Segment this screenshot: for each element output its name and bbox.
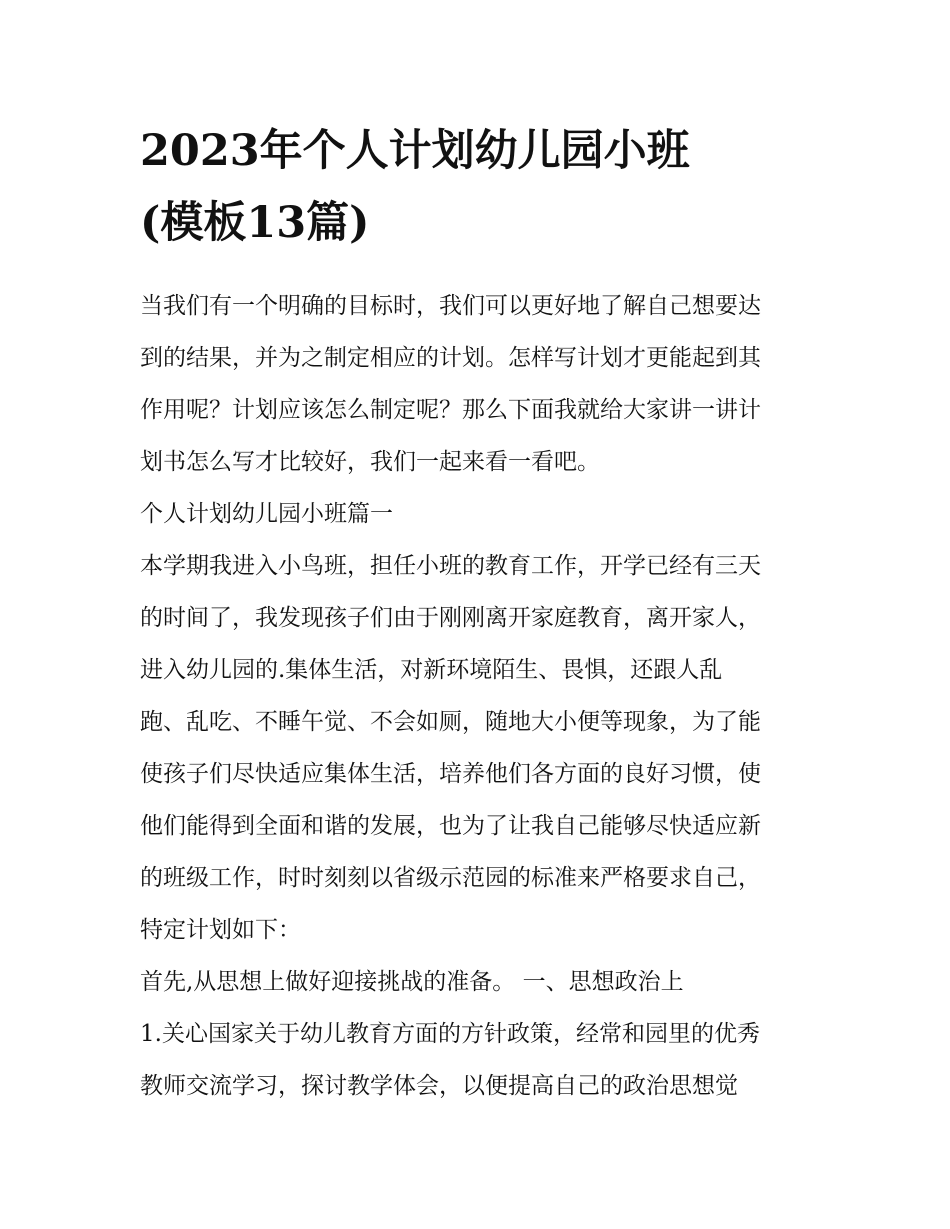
paragraph-line: 的时间了，我发现孩子们由于刚刚离开家庭教育，离开家人， <box>140 605 761 631</box>
paragraph-line: 本学期我进入小鸟班，担任小班的教育工作，开学已经有三天 <box>140 553 761 579</box>
intro-line: 作用呢？计划应该怎么制定呢？那么下面我就给大家讲一讲计 <box>140 397 761 423</box>
paragraph-line: 1.关心国家关于幼儿教育方面的方针政策，经常和园里的优秀 <box>140 1021 760 1047</box>
paragraph-line: 使孩子们尽快适应集体生活，培养他们各方面的良好习惯，使 <box>140 761 761 787</box>
paragraph-line: 教师交流学习，探讨教学体会，以便提高自己的政治思想觉 <box>140 1073 738 1099</box>
paragraph-line: 特定计划如下： <box>140 917 301 943</box>
paragraph-line: 首先,从思想上做好迎接挑战的准备。 一、思想政治上 <box>140 969 684 995</box>
document-body <box>140 280 820 1112</box>
paragraph-line: 的班级工作，时时刻刻以省级示范园的标准来严格要求自己， <box>140 865 761 891</box>
section-heading: 个人计划幼儿园小班篇一 <box>140 501 393 527</box>
title-line: (模板13篇) <box>140 198 370 248</box>
paragraph-line: 进入幼儿园的.集体生活，对新环境陌生、畏惧，还跟人乱 <box>140 657 723 683</box>
paragraph-line: 他们能得到全面和谐的发展，也为了让我自己能够尽快适应新 <box>140 813 761 839</box>
paragraph-line: 跑、乱吃、不睡午觉、不会如厕，随地大小便等现象，为了能 <box>140 709 761 735</box>
document-title <box>140 115 820 259</box>
intro-line: 到的结果，并为之制定相应的计划。怎样写计划才更能起到其 <box>140 345 761 371</box>
intro-line: 划书怎么写才比较好，我们一起来看一看吧。 <box>140 449 600 475</box>
intro-line: 当我们有一个明确的目标时，我们可以更好地了解自己想要达 <box>140 293 761 319</box>
title-line: 2023年个人计划幼儿园小班 <box>140 126 690 176</box>
